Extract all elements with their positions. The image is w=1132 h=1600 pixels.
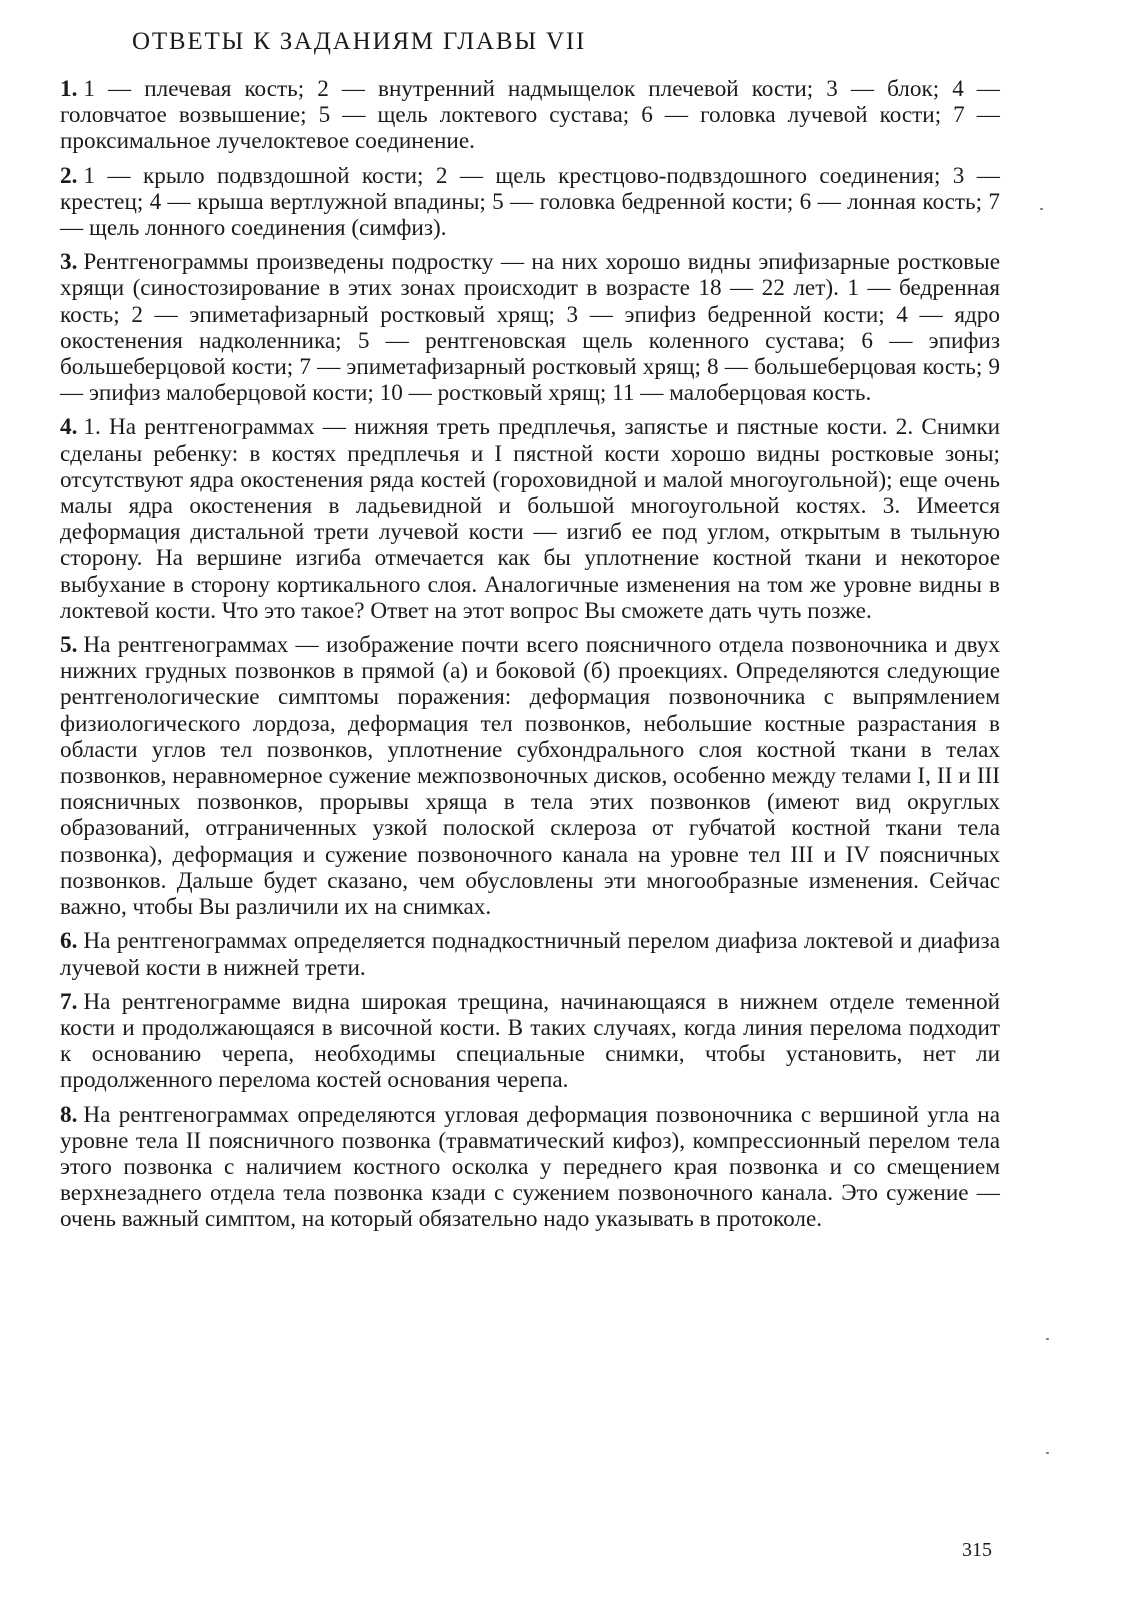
scan-speck: [1040, 208, 1043, 210]
answer-text: На рентгенограммах определяется поднадкостничный перелом диафиза локтевой и диафиза лучевой кости в нижней трети.: [60, 928, 1000, 981]
answer-3: [60, 249, 1000, 406]
answer-text: 1 — крыло подвздошной кости; 2 — щель крестцово-подвздошного соединения; 3 — крестец; 4 — крыша вертлужной впадины; 5 — головка бедренной кости; 6 — лонная кость; 7 — щель лонного соединения (симфиз).: [60, 162, 1000, 242]
answer-2: [60, 163, 1000, 242]
answer-4: [60, 414, 1000, 624]
answer-5: [60, 632, 1000, 920]
answer-7: [60, 989, 1000, 1094]
answer-number: 8.: [60, 1101, 78, 1128]
answer-1: [60, 76, 1000, 155]
answer-number: 5.: [60, 632, 78, 659]
answer-number: 3.: [60, 249, 78, 276]
answer-text: На рентгенограмме видна широкая трещина, начинающаяся в нижнем отделе теменной кости и продолжающаяся в височной кости. В таких случаях, когда линия перелома подходит к основанию черепа, необходимы специальные снимки, чтобы установить, нет ли продолженного перелома костей основания черепа.: [60, 988, 1000, 1094]
answer-number: 6.: [60, 928, 78, 955]
scan-speck: [1046, 1338, 1049, 1340]
answer-number: 1.: [60, 76, 78, 102]
book-page: [60, 0, 1000, 1600]
answer-number: 7.: [60, 988, 78, 1015]
answer-number: 2.: [60, 162, 78, 189]
answer-8: [60, 1102, 1000, 1233]
answer-text: 1. На рентгенограммах — нижняя треть предплечья, запястье и пястные кости. 2. Снимки сделаны ребенку: в костях предплечья и I пястной кости хорошо видны ростковые зоны; отсутствуют ядра окостенения ряда костей (гороховидной и малой многоугольной); еще очень малы ядра окостенения в ладьевидной и большой многоугольной костях. 3. Имеется деформация дистальной трети лучевой кости — изгиб ее под углом, открытым в тыльную сторону. На вершине изгиба отмечается как бы уплотнение костной ткани и некоторое выбухание в сторону кортикального слоя. Аналогичные изменения на том же уровне видны в локтевой кости. Что это такое? Ответ на этот вопрос Вы сможете дать чуть позже.: [60, 414, 1000, 624]
answer-text: 1 — плечевая кость; 2 — внутренний надмыщелок плечевой кости; 3 — блок; 4 — головчатое возвышение; 5 — щель локтевого сустава; 6 — головка лучевой кости; 7 — проксимальное лучелоктевое соединение.: [60, 76, 1000, 155]
answer-number: 4.: [60, 414, 78, 441]
scan-speck: [1046, 1452, 1049, 1454]
page-number: 315: [962, 1539, 992, 1561]
answer-text: На рентгенограммах — изображение почти всего поясничного отдела позвоночника и двух нижних грудных позвонков в прямой (а) и боковой (б) проекциях. Определяются следующие рентгенологические симптомы поражения: деформация позвоночника с выпрямлением физиологического лордоза, деформация тел позвонков, небольшие костные разрастания в области углов тел позвонков, уплотнение субхондрального слоя костной ткани в телах позвонков, неравномерное сужение межпозвоночных дисков, особенно между телами I, II и III поясничных позвонков, прорывы хряща в тела этих позвонков (имеют вид округлых образований, отграниченных узкой полоской склероза от губчатой костной ткани тела позвонка), деформация и сужение позвоночного канала на уровне тел III и IV поясничных позвонков. Дальше будет сказано, чем обусловлены эти многообразные изменения. Сейчас важно, чтобы Вы различили их на снимках.: [60, 632, 1000, 921]
chapter-answers-title: ОТВЕТЫ К ЗАДАНИЯМ ГЛАВЫ VII: [132, 28, 587, 55]
answers-list: [60, 76, 1000, 1241]
answer-6: [60, 928, 1000, 980]
answer-text: На рентгенограммах определяются угловая деформация позвоночника с вершиной угла на уровне тела II поясничного позвонка (травматический кифоз), компрессионный перелом тела этого позвонка с наличием костного осколка у переднего края позвонка и со смещением верхнезаднего отдела тела позвонка кзади с сужением позвоночного канала. Это сужение — очень важный симптом, на который обязательно надо указывать в протоколе.: [60, 1101, 1000, 1233]
answer-text: Рентгенограммы произведены подростку — на них хорошо видны эпифизарные ростковые хрящи (синостозирование в этих зонах происходит в возрасте 18 — 22 лет). 1 — бедренная кость; 2 — эпиметафизарный ростковый хрящ; 3 — эпифиз бедренной кости; 4 — ядро окостенения надколенника; 5 — рентгеновская щель коленного сустава; 6 — эпифиз большеберцовой кости; 7 — эпиметафизарный ростковый хрящ; 8 — большеберцовая кость; 9 — эпифиз малоберцовой кости; 10 — ростковый хрящ; 11 — малоберцовая кость.: [60, 249, 1000, 407]
